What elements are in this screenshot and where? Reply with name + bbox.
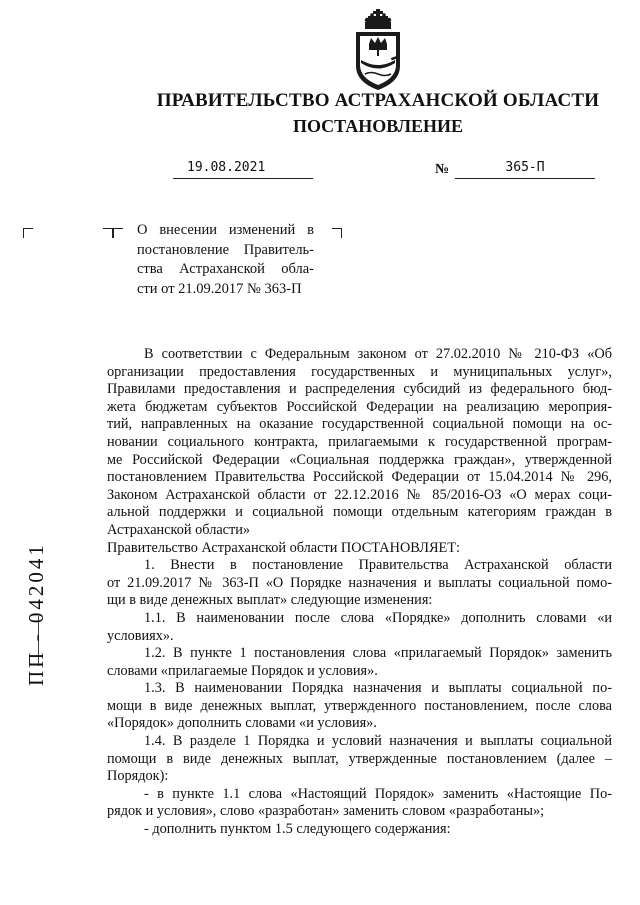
body-line: - в пункте 1.1 слова «Настоящий Порядок» заменить «Настоящие По- bbox=[144, 785, 612, 802]
title-line: ства Астраханской обла- bbox=[137, 261, 314, 277]
body-line: «Порядок» дополнить словами «и условия». bbox=[107, 715, 377, 732]
document-title bbox=[137, 221, 314, 299]
number-label: № bbox=[435, 162, 450, 177]
body-line: - дополнить пунктом 1.5 следующего содержания: bbox=[144, 821, 451, 838]
body-line: 1.1. В наименовании после слова «Порядке» дополнить словами «и bbox=[144, 609, 612, 626]
body-line: альной поддержки и социальной помощи отдельным категориям граждан в bbox=[107, 504, 612, 521]
body-line: Порядок): bbox=[107, 768, 169, 785]
body-line: Правилами предоставления и распределения субсидий из федерального бюд- bbox=[107, 381, 612, 398]
organization-title: ПРАВИТЕЛЬСТВО АСТРАХАНСКОЙ ОБЛАСТИ bbox=[156, 90, 600, 111]
document-body bbox=[107, 346, 612, 839]
body-line: постановлением Правительства Российской Федерации от 15.04.2014 № 296, bbox=[107, 469, 612, 486]
body-line: организации предоставления государственных и муниципальных услуг», bbox=[107, 363, 612, 380]
body-line: Правительство Астраханской области ПОСТАНОВЛЯЕТ: bbox=[107, 539, 460, 556]
body-line: ме Российской Федерации «Социальная поддержка граждан», утвержденной bbox=[107, 451, 612, 468]
side-serial-stamp: ПП - 042041 bbox=[24, 542, 48, 686]
body-line: В соответствии с Федеральным законом от 27.02.2010 № 210-ФЗ «Об bbox=[144, 346, 612, 362]
coat-of-arms-icon bbox=[351, 8, 405, 92]
document-number: 365-П bbox=[455, 160, 595, 179]
body-line: жета бюджетам субъектов Российской Федерации на реализацию мероприя- bbox=[107, 398, 612, 415]
title-line: сти от 21.09.2017 № 363-П bbox=[137, 280, 302, 297]
body-line: помощи в виде денежных выплат, утвержденные постановлением (далее – bbox=[107, 750, 612, 767]
margin-corner-mark bbox=[23, 228, 33, 238]
body-line: рядок и условия», слово «разработан» заменить словом «разработаны»; bbox=[107, 803, 545, 820]
title-corner-mark-right bbox=[332, 228, 342, 238]
title-corner-mark-left-inner bbox=[113, 228, 123, 238]
body-line: 1.2. В пункте 1 постановления слова «прилагаемый Порядок» заменить bbox=[144, 645, 612, 662]
document-date: 19.08.2021 bbox=[173, 160, 313, 179]
body-line: 1.4. В разделе 1 Порядка и условий назначения и выплаты социальной bbox=[144, 733, 612, 750]
body-line: 1.3. В наименовании Порядка назначения и выплаты социальной по- bbox=[144, 680, 612, 697]
title-line: постановление Правитель- bbox=[137, 241, 314, 258]
body-line: 1. Внести в постановление Правительства Астраханской области bbox=[144, 557, 612, 574]
body-line: условиях». bbox=[107, 627, 174, 644]
body-line: новании социального контракта, прилагаемыми к государственной програм- bbox=[107, 433, 612, 450]
title-corner-mark-left bbox=[103, 228, 113, 238]
body-line: от 21.09.2017 № 363-П «О Порядке назначения и выплаты социальной помо- bbox=[107, 574, 612, 591]
body-line: щи в виде денежных выплат» следующие изменения: bbox=[107, 592, 433, 609]
body-line: мощи в виде денежных выплат, утвержденного постановлением, после слова bbox=[107, 697, 612, 714]
title-line: О внесении изменений в bbox=[137, 222, 314, 238]
body-line: Законом Астраханской области от 22.12.2016 № 85/2016-ОЗ «О мерах соци- bbox=[107, 486, 612, 503]
body-line: Астраханской области» bbox=[107, 521, 251, 538]
body-line: тий, направленных на оказание государственной социальной помощи на ос- bbox=[107, 416, 612, 433]
document-type-title: ПОСТАНОВЛЕНИЕ bbox=[292, 116, 464, 136]
body-line: словами «прилагаемые Порядок и условия». bbox=[107, 662, 378, 679]
